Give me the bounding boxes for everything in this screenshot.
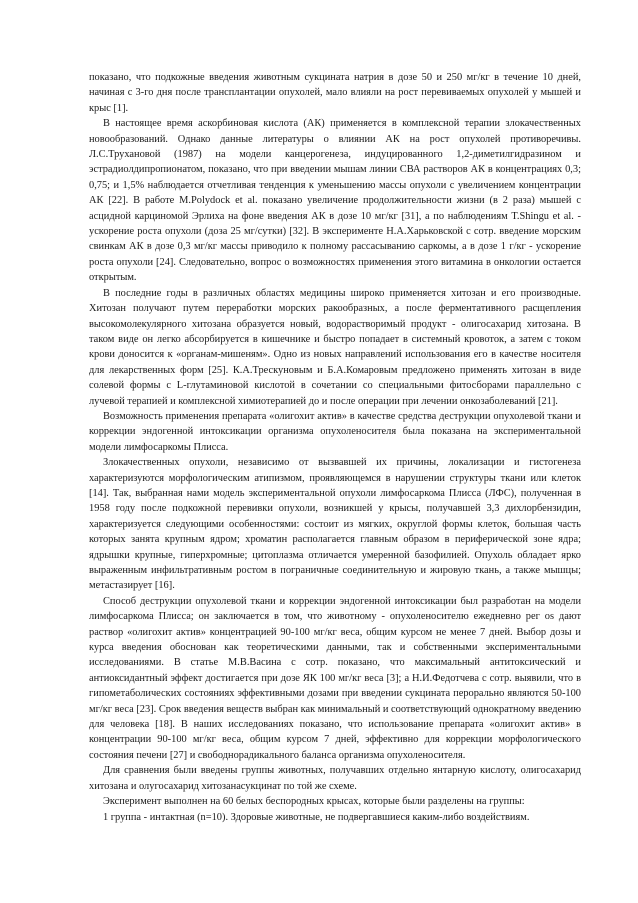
paragraph-malignant-tumors: Злокачественных опухоли, независимо от вызвавшей их причины, локализации и гистогенеза характеризуются морфологическим атипизмом, проявляющемся в нарушении структуры ткани или клеток [14]. Так, выбранная нами модель экспериментальной опухоли лимфосаркома Плисса (ЛФС), полученная в 1958 году после подкожной перевивки опухоли, возникшей у крысы, получавшей 3,3 дихлорбензидин, характеризуется следующими особенностями: состоит из мягких, округлой формы клеток, большая часть которых занята крупным ядром; хроматин располагается главным образом в периферической зоне ядра; ядрышки крупные, гиперхромные; цитоплазма отличается умеренной базофилией. Опухоль обладает ярко выраженным инфильтративным ростом в пограничные соединительную и жировую ткань, а также мышцы; метастазирует [16]. [89,457,581,592]
paragraph-destruction-method: Способ деструкции опухолевой ткани и коррекции эндогенной интоксикации был разработан на модели лимфосаркома Плисса; он заключается в том, что животному - опухоленосителю ежедневно рег os дают раствор «олигохит актив» концентрацией 90-100 мг/кг веса, общим курсом не менее 7 дней. Выбор дозы и курса введения обоснован как теоретическими данными, так и собственными экспериментальными исследованиями. В статье М.В.Васина с сотр. показано, что максимальный антитоксический и антиоксидантный эффект достигается при дозе ЯК 100 мг/кг веса [3]; а Н.И.Федотчева с сотр. выявили, что в гипометаболических состояниях эффективными дозами при введении сукцината перорально являются 50-100 мг/кг веса [23]. Срок введения веществ выбран как минимальный и соответствующий однократному введению для человека [18]. В наших исследованиях показано, что использование препарата «олигохит актив» в концентрации 90-100 мг/кг веса, общим курсом 7 дней, эффективно для коррекции морфологического состояния печени [27] и свободнорадикального баланса организма опухоленосителя. [89,595,581,761]
paragraph-ascorbic-acid: В настоящее время аскорбиновая кислота (АК) применяется в комплексной терапии злокачественных новообразований. Однако данные литературы о влиянии АК на рост опухолей противоречивы. Л.С.Трухановой (1987) на модели канцерогенеза, индуцированного 1,2-диметилгидразином и эстрадиолдипропионатом, показано, что при введении мышам линии СВА растворов АК в концентрациях 0,3; 0,75; и 1,5% наблюдается отчетливая тенденция к уменьшению массы опухоли с увеличением концентрации АК [22]. В работе M.Polydock et al. показано увеличение продолжительности жизни (в 2 раза) мышей с асцидной карциномой Эрлиха на фоне введения АК в дозе 10 мг/кг [31], а по наблюдениям T.Shingu et al. - ускорение роста опухоли (доза 25 мг/сутки) [32]. В эксперименте Н.А.Харьковской с сотр. введение морским свинкам АК в дозе 0,3 мг/кг массы приводило к полному рассасыванию саркомы, а в дозе 1 г/кг - ускорение роста опухоли [24]. Следовательно, вопрос о возможностях применения этого витамина в онкологии остается открытым. [89,118,581,284]
paragraph-succinate-intro: показано, что подкожные введения животным сукцината натрия в дозе 50 и 250 мг/кг в течение 10 дней, начиная с 3-го дня после трансплантации опухолей, мало влияли на рост перевиваемых опухолей у мышей и крыс [1]. [89,72,581,114]
paragraph-group-1: 1 группа - интактная (n=10). Здоровые животные, не подвергавшиеся каким-либо воздействиям. [103,811,530,823]
paragraph-chitosan: В последние годы в различных областях медицины широко применяется хитозан и его производные. Хитозан получают путем переработки морских ракообразных, а после ферментативного расщепления высокомолекулярного хитозана образуется новый, водорастворимый продукт - олигосахарид хитозана. В таком виде он легко абсорбируется в кишечнике и быстро попадает в системный кровоток, а затем с током крови доносится к «органам-мишеням». Одно из новых направлений использования его в качестве носителя для лекарственных форм [25]. К.А.Трескуновым и Б.А.Комаровым предложено применять хитозан в виде солевой формы с L-глутаминовой кислотой в сочетании со специальными фитосборами параллельно с лучевой терапией и комплексной химиотерапией до и после операции при лечении онкозаболеваний [21]. [89,287,581,407]
paragraph-oligochit-possibility: Возможность применения препарата «олигохит актив» в качестве средства деструкции опухолевой ткани и коррекции эндогенной интоксикации организма опухоленосителя была показана на экспериментальной модели лимфосаркомы Плисса. [89,410,581,453]
paragraph-comparison-groups: Для сравнения были введены группы животных, получавших отдельно янтарную кислоту, олигосахарид хитозана и олугосахарид хитозанасукцинат по той же схеме. [89,765,581,792]
paragraph-experiment-rats: Эксперимент выполнен на 60 белых беспородных крысах, которые были разделены на группы: [103,796,525,808]
document-page [89,70,581,825]
